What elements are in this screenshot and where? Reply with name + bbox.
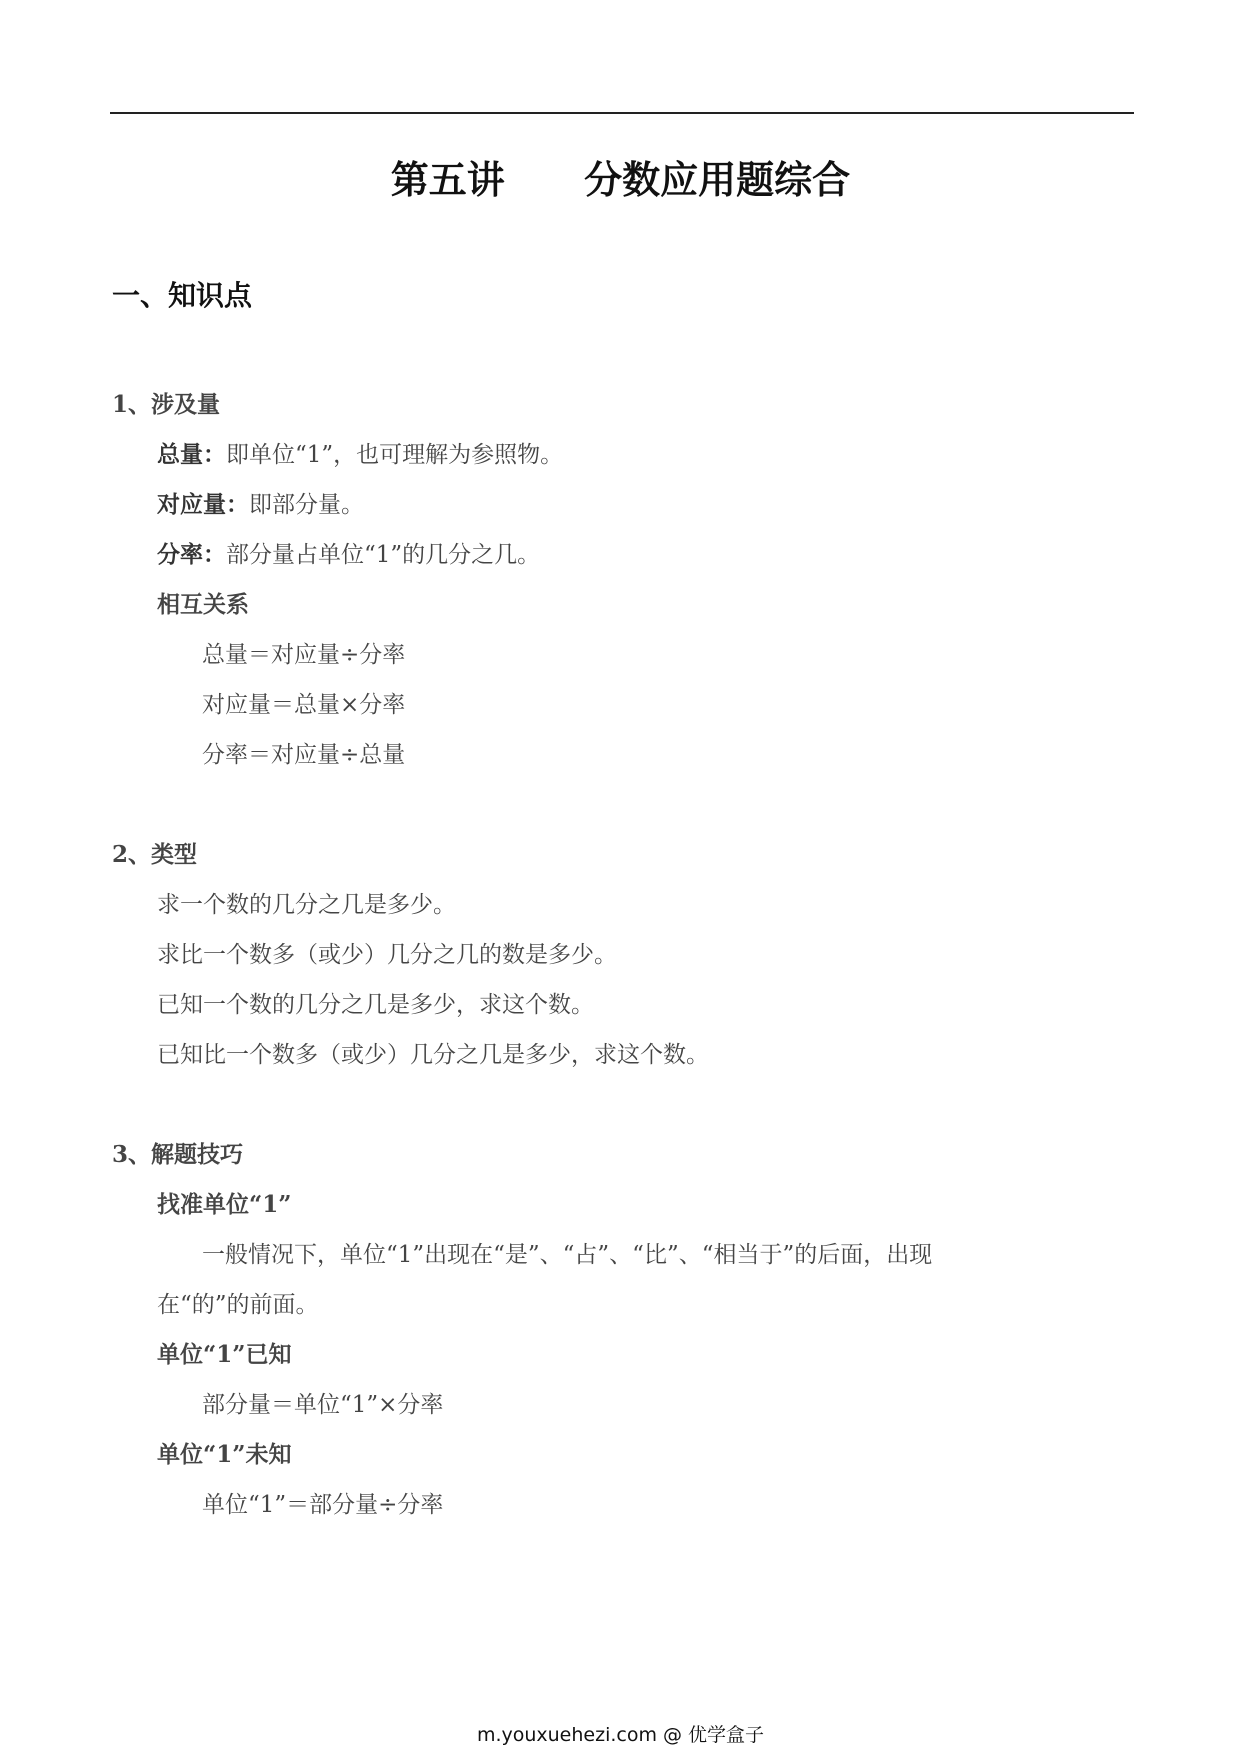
type-item: 求比一个数多（或少）几分之几的数是多少。	[157, 942, 617, 968]
subsection-heading-quantities: 1、涉及量	[112, 391, 221, 418]
definition-rate	[157, 538, 540, 572]
definition-text: 部分量占单位“1”的几分之几。	[226, 542, 541, 568]
formula-line: 单位“1”＝部分量÷分率	[202, 1492, 444, 1518]
tip-heading-unit-unknown: 单位“1”未知	[157, 1441, 292, 1468]
formula-line: 对应量＝总量×分率	[202, 692, 406, 718]
formula-line: 总量＝对应量÷分率	[202, 642, 406, 668]
formula-line: 分率＝对应量÷总量	[202, 742, 406, 768]
subsection-heading-types: 2、类型	[112, 841, 198, 868]
type-item: 求一个数的几分之几是多少。	[157, 892, 456, 918]
definition-term: 对应量：	[157, 491, 249, 518]
tip-heading-find-unit: 找准单位“1”	[157, 1191, 292, 1218]
definition-total	[157, 438, 563, 472]
formula-line: 部分量＝单位“1”×分率	[202, 1392, 444, 1418]
tip-heading-unit-known: 单位“1”已知	[157, 1341, 292, 1368]
type-item: 已知比一个数多（或少）几分之几是多少，求这个数。	[157, 1042, 709, 1068]
header-rule	[110, 112, 1134, 114]
tip-text: 在“的”的前面。	[157, 1292, 319, 1318]
type-item: 已知一个数的几分之几是多少，求这个数。	[157, 992, 594, 1018]
tip-text: 一般情况下，单位“1”出现在“是”、“占”、“比”、“相当于”的后面，出现	[202, 1242, 933, 1268]
relation-heading: 相互关系	[157, 591, 249, 618]
page-title: 第五讲 分数应用题综合	[390, 157, 851, 202]
definition-text: 即部分量。	[249, 492, 364, 518]
subsection-heading-techniques: 3、解题技巧	[112, 1141, 244, 1168]
definition-term: 分率：	[157, 541, 226, 568]
definition-text: 即单位“1”，也可理解为参照物。	[226, 442, 564, 468]
definition-corresponding	[157, 488, 364, 522]
section-heading-knowledge: 一、知识点	[112, 279, 253, 312]
footer-watermark: m.youxuehezi.com @ 优学盒子	[476, 1724, 765, 1746]
definition-term: 总量：	[157, 441, 226, 468]
